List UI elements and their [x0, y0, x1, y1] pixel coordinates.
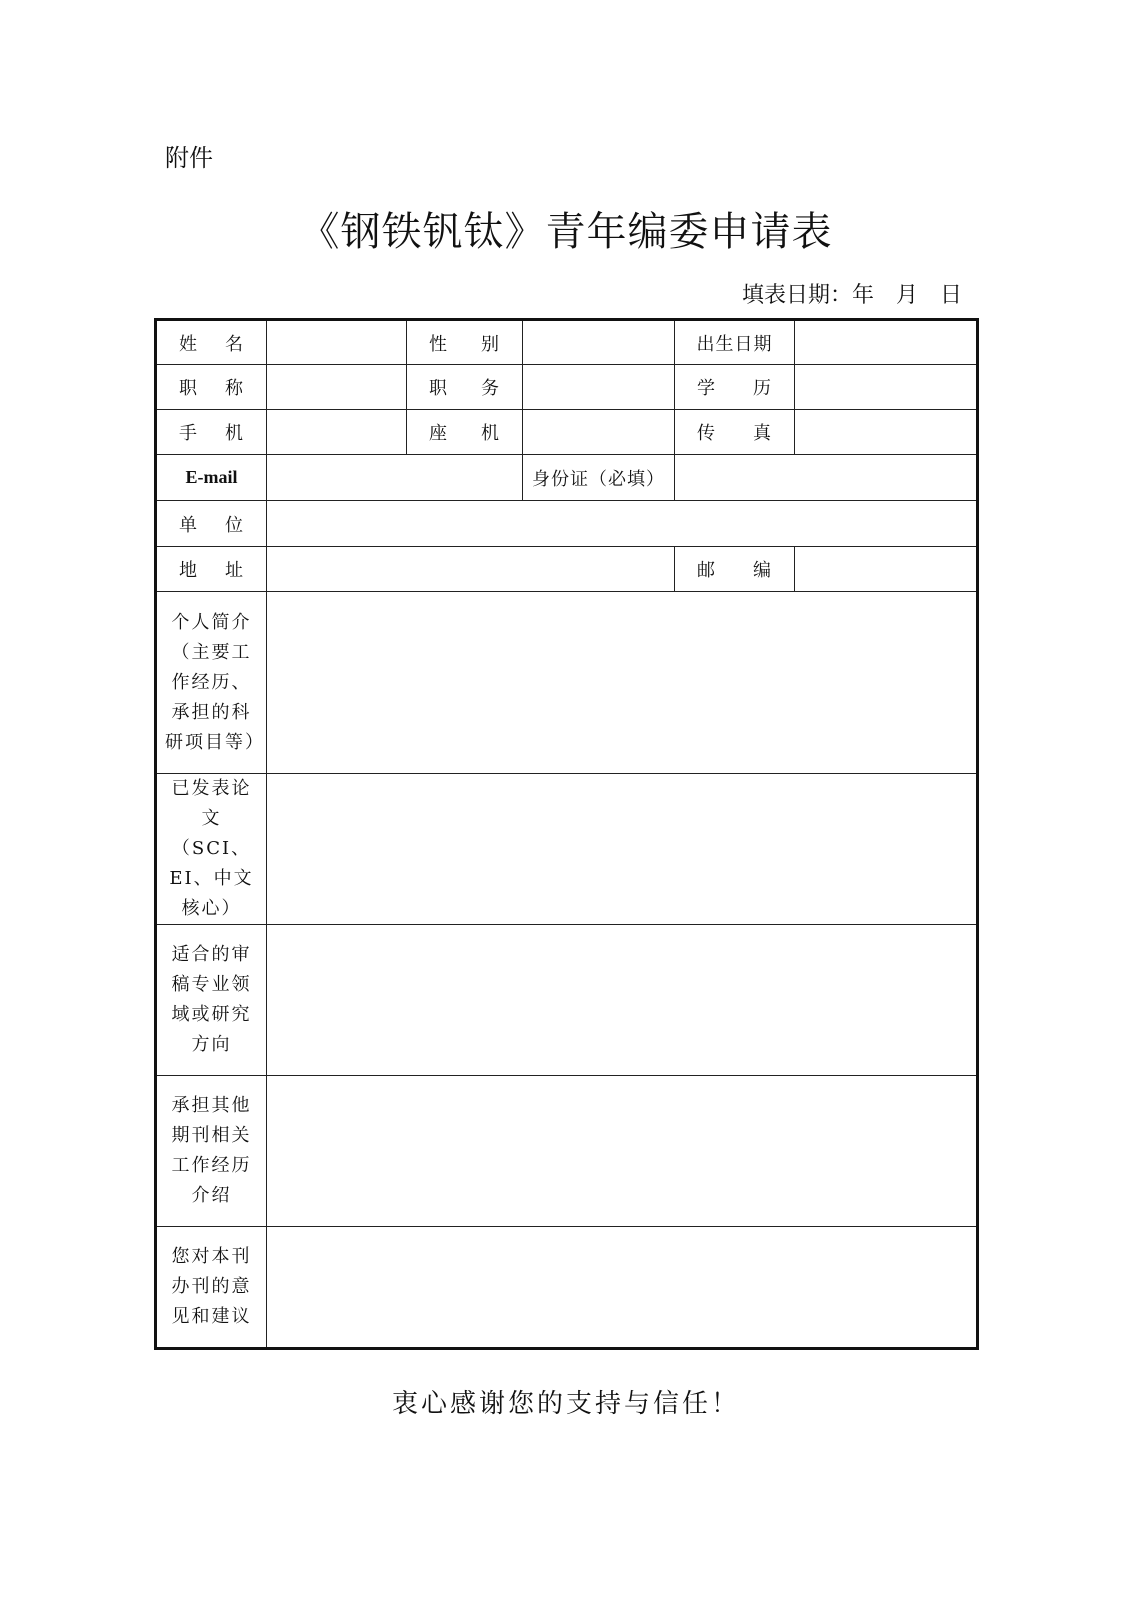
form-row: [156, 410, 978, 455]
name-label: 姓 名: [156, 320, 267, 365]
birth-date-label: 出生日期: [675, 320, 795, 365]
position-label: 职 务: [407, 365, 523, 410]
education-label: 学 历: [675, 365, 795, 410]
title-field[interactable]: [267, 365, 407, 410]
thank-you-footer: 衷心感谢您的支持与信任！: [391, 1389, 740, 1419]
id-card-label: 身份证（必填）: [523, 455, 675, 501]
form-row: [156, 501, 978, 547]
review-field-label: 适合的审稿专业领域或研究方向: [156, 925, 267, 1076]
form-row: [156, 1076, 978, 1227]
mobile-field[interactable]: [267, 410, 407, 455]
form-row: [156, 592, 978, 774]
email-label: E-mail: [156, 455, 267, 501]
attachment-label: 附件: [165, 144, 213, 172]
papers-label: 已发表论文（SCI、EI、中文核心）: [156, 774, 267, 925]
form-row: [156, 365, 978, 410]
postcode-field[interactable]: [795, 547, 978, 592]
suggestions-label: 您对本刊办刊的意见和建议: [156, 1227, 267, 1349]
application-form-table: [154, 318, 979, 1350]
mobile-label: 手 机: [156, 410, 267, 455]
landline-label: 座 机: [407, 410, 523, 455]
other-journals-field[interactable]: [267, 1076, 978, 1227]
suggestions-field[interactable]: [267, 1227, 978, 1349]
address-label: 地 址: [156, 547, 267, 592]
review-field-field[interactable]: [267, 925, 978, 1076]
fill-date-day: 日: [939, 283, 962, 308]
employer-label: 单 位: [156, 501, 267, 547]
landline-field[interactable]: [523, 410, 675, 455]
fill-date-label: 填表日期：: [741, 283, 852, 308]
fax-field[interactable]: [795, 410, 978, 455]
birth-date-field[interactable]: [795, 320, 978, 365]
email-field[interactable]: [267, 455, 523, 501]
form-row: [156, 547, 978, 592]
form-row: [156, 455, 978, 501]
gender-field[interactable]: [523, 320, 675, 365]
address-field[interactable]: [267, 547, 675, 592]
employer-field[interactable]: [267, 501, 978, 547]
fill-date-month: 月: [895, 283, 918, 308]
form-title: 《钢铁钒钛》青年编委申请表: [299, 209, 833, 255]
form-row: [156, 774, 978, 925]
id-card-field[interactable]: [675, 455, 978, 501]
fill-date-line: [742, 278, 962, 309]
papers-field[interactable]: [267, 774, 978, 925]
form-row: [156, 320, 978, 365]
form-row: [156, 1227, 978, 1349]
bio-label: 个人简介（主要工作经历、承担的科研项目等）: [156, 592, 267, 774]
position-field[interactable]: [523, 365, 675, 410]
form-row: [156, 925, 978, 1076]
education-field[interactable]: [795, 365, 978, 410]
title-label: 职 称: [156, 365, 267, 410]
fill-date-year: 年: [851, 283, 874, 308]
gender-label: 性 别: [407, 320, 523, 365]
fax-label: 传 真: [675, 410, 795, 455]
name-field[interactable]: [267, 320, 407, 365]
postcode-label: 邮 编: [675, 547, 795, 592]
other-journals-label: 承担其他期刊相关工作经历介绍: [156, 1076, 267, 1227]
bio-field[interactable]: [267, 592, 978, 774]
